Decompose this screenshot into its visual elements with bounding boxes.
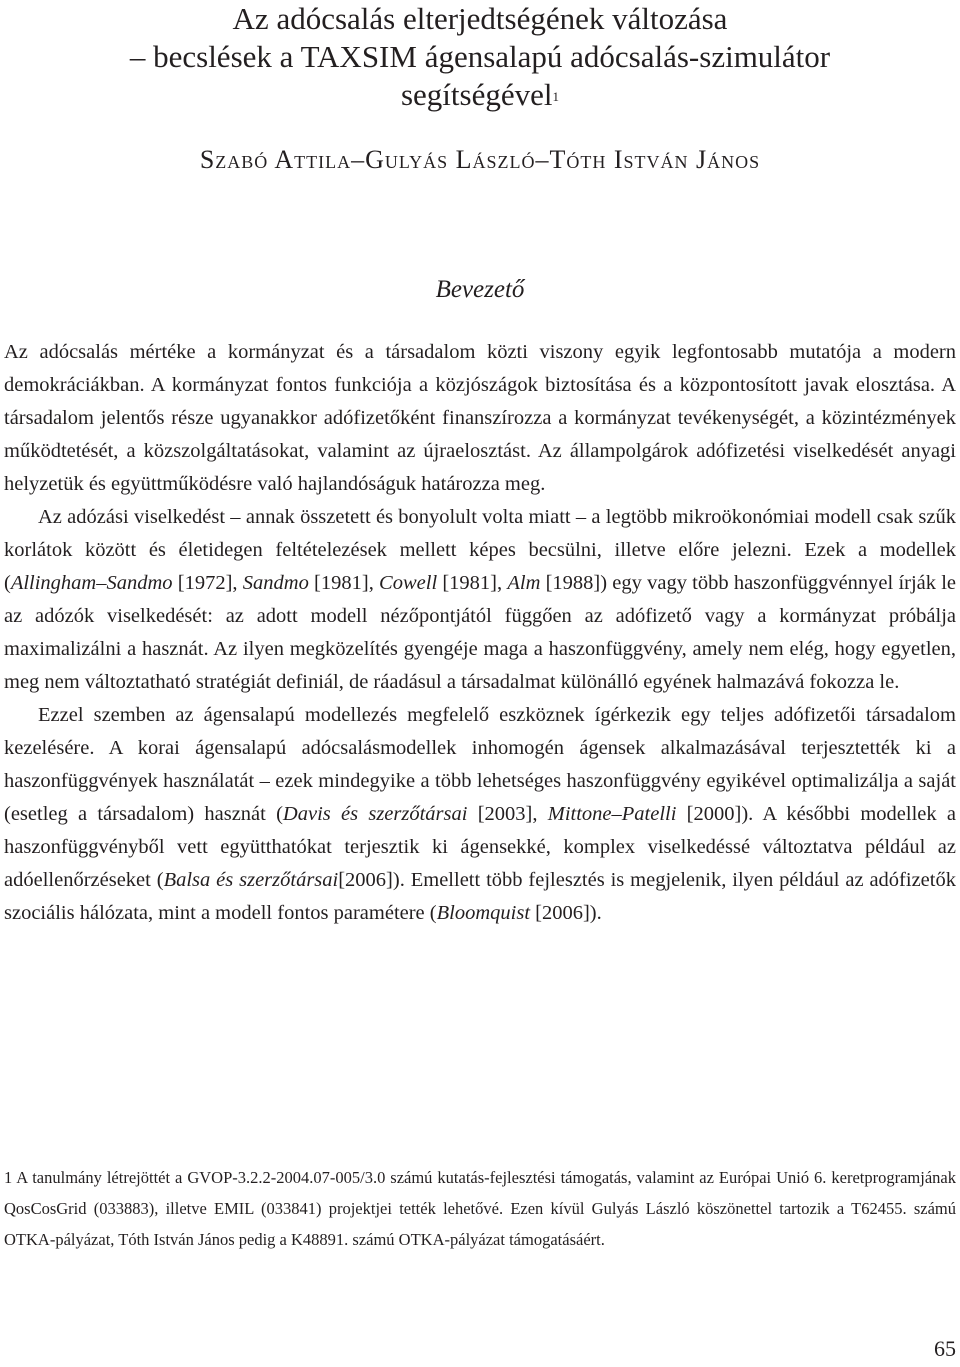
title-line-3 <box>0 76 960 114</box>
paragraph-1-text: Az adócsalás mértéke a kormányzat és a társadalom közti viszony egyik legfontosabb mutatója a modern demokráciákban. A kormányzat fontos funkciója a közjószágok biztosítása és a központosított javak elosztása. A társadalom jelentős része ugyanakkor adófizetőként finanszírozza a kormányzat tevékenységét, a közintézmények működtetését, a közszolgáltatásokat, valamint az újraelosztást. Az állampolgárok adófizetési viselkedését anyagi helyzetük és együttműködésre való hajlandóságuk határozza meg. <box>4 341 956 495</box>
citation-cowell: Cowell <box>379 572 438 594</box>
author-list: Szabó Attila–Gulyás László–Tóth István János <box>199 145 761 174</box>
article-title <box>0 0 960 114</box>
citation-davis: Davis és szerzőtársai <box>282 803 468 825</box>
footnote-mark: 1 <box>4 1168 13 1187</box>
section-heading: Bevezető <box>435 276 525 303</box>
citation-balsa: Balsa és szerzőtársai <box>163 869 339 891</box>
paragraph-3-text-3: [2000]). A későbbi modellek a haszonfüggvényből vett együtthatókat terjesztik ki ágensekké, komplex viselkedéssé változtatva például az adóellenőrzéseket ( <box>4 803 956 891</box>
citation-sandmo: Sandmo <box>242 572 309 594</box>
paragraph-3-text-4: [2006]). Emellett több fejlesztés is megjelenik, ilyen például az adófizetők szociális hálózata, mint a modell fontos paramétere ( <box>4 869 956 924</box>
paragraph-2-text-2: [1972], <box>172 572 243 594</box>
citation-allingham-sandmo: Allingham–Sandmo <box>10 572 173 594</box>
citation-mittone-patelli: Mittone–Patelli <box>547 803 677 825</box>
paragraph-2 <box>4 501 956 699</box>
footnote-text: A tanulmány létrejöttét a GVOP-3.2.2-2004.07-005/3.0 számú kutatás-fejlesztési támogatás, valamint az Európai Unió 6. keretprogramjának QosCosGrid (033883), illetve EMIL (033841) projektjei tették lehetővé. Ezen kívül Gulyás László köszönettel tartozik a T62455. számú OTKA-pályázat, Tóth István János pedig a K48891. számú OTKA-pályázat támogatásáért. <box>4 1168 956 1249</box>
paragraph-3 <box>4 699 956 930</box>
title-line-3-text: segítségével <box>400 77 553 112</box>
citation-bloomquist: Bloomquist <box>436 902 531 924</box>
paragraph-2-text-3: [1981], <box>308 572 380 594</box>
title-footnote-ref: 1 <box>552 89 559 104</box>
title-line-1: Az adócsalás elterjedtségének változása <box>232 1 728 36</box>
paragraph-2-text-4: [1981], <box>437 572 508 594</box>
article-body <box>4 336 956 930</box>
paragraph-2-text-5: [1988]) egy vagy több haszonfüggvénnyel írják le az adózók viselkedését: az adott modell nézőpontjától függően az adófizető vagy a kormányzat próbálja maximalizálni a hasznát. Az ilyen megközelítés gyengéje maga a haszonfüggvény, amely nem elég, hogy egyetlen, meg nem változtatható stratégiát definiál, de ráadásul a társadalmat különálló egyének halmazává fokozza le. <box>4 572 957 693</box>
paragraph-2-text-1: Az adózási viselkedést – annak összetett és bonyolult volta miatt – a legtöbb mikroökonómiai modell csak szűk korlátok között és életidegen feltételezések mellett képes becsülni, illetve előre jelezni. Ezek a modellek ( <box>4 506 956 594</box>
citation-alm: Alm <box>507 572 541 594</box>
paragraph-1 <box>4 336 956 501</box>
paragraph-3-text-2: [2003], <box>467 803 548 825</box>
footnote <box>4 1162 956 1255</box>
paragraph-3-text-1: Ezzel szemben az ágensalapú modellezés megfelelő eszköznek ígérkezik egy teljes adófizetői társadalom kezelésére. A korai ágensalapú adócsalásmodellek inhomogén ágensek alkalmazásával terjesztették ki a haszonfüggvények használatát – ezek mindegyike a több lehetséges haszonfüggvény egyikével optimalizálja a saját (esetleg a társadalom) hasznát ( <box>4 704 956 825</box>
title-line-2: – becslések a TAXSIM ágensalapú adócsalás-szimulátor <box>129 39 831 74</box>
paragraph-3-text-5: [2006]). <box>530 902 602 924</box>
page-number: 65 <box>934 1336 956 1361</box>
